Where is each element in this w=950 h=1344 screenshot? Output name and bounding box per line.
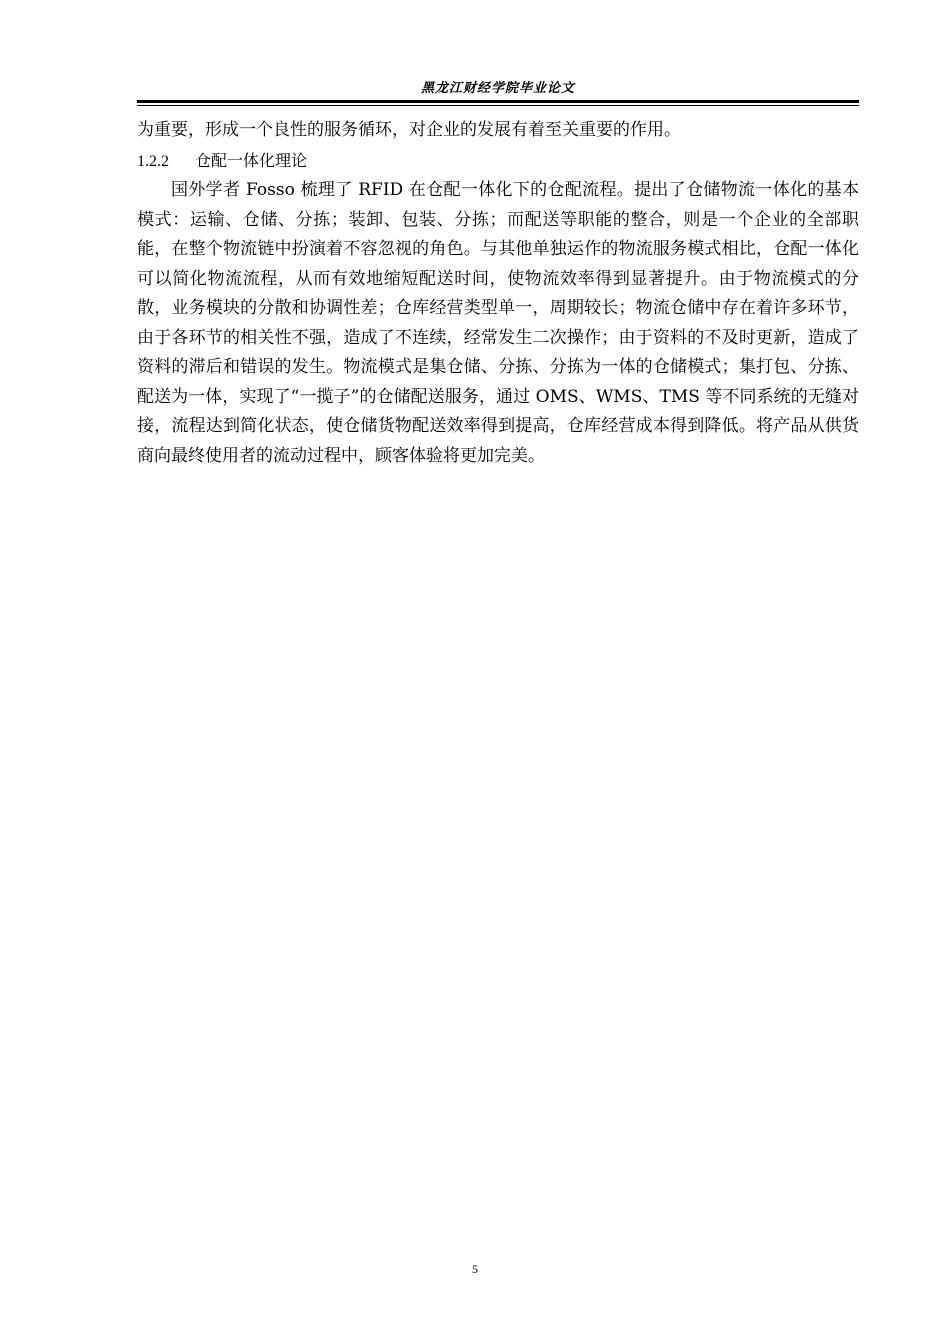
header-rule-thick (137, 100, 859, 103)
continuation-paragraph: 为重要，形成一个良性的服务循环，对企业的发展有着至关重要的作用。 (137, 120, 681, 140)
running-header: 黑龙江财经学院毕业论文 (420, 81, 575, 96)
section-heading (137, 146, 859, 177)
header-rule-thin (137, 105, 859, 106)
section-number: 1.2.2 (137, 152, 169, 170)
body-paragraph: 国外学者 Fosso 梳理了 RFID 在仓配一体化下的仓配流程。提出了仓储物流一体化的基本模式：运输、仓储、分拣；装卸、包装、分拣；而配送等职能的整合，则是一个企业的全部职能，在整个物流链中扮演着不容忽视的角色。与其他单独运作的物流服务模式相比，仓配一体化可以简化物流流程，从而有效地缩短配送时间，使物流效率得到显著提升。由于物流模式的分散，业务模块的分散和协调性差；仓库经营类型单一，周期较长；物流仓储中存在着许多环节，由于各环节的相关性不强，造成了不连续，经常发生二次操作；由于资料的不及时更新，造成了资料的滞后和错误的发生。物流模式是集仓储、分拣、分拣为一体的仓储模式；集打包、分拣、配送为一体，实现了“一揽子”的仓储配送服务，通过 OMS、WMS、TMS 等不同系统的无缝对接，流程达到简化状态，使仓储货物配送效率得到提高，仓库经营成本得到降低。将产品从供货商向最终使用者的流动过程中，顾客体验将更加完美。 (137, 180, 859, 466)
body-text (137, 116, 859, 471)
page-number: 5 (472, 1262, 478, 1276)
section-title: 仓配一体化理论 (195, 150, 308, 170)
